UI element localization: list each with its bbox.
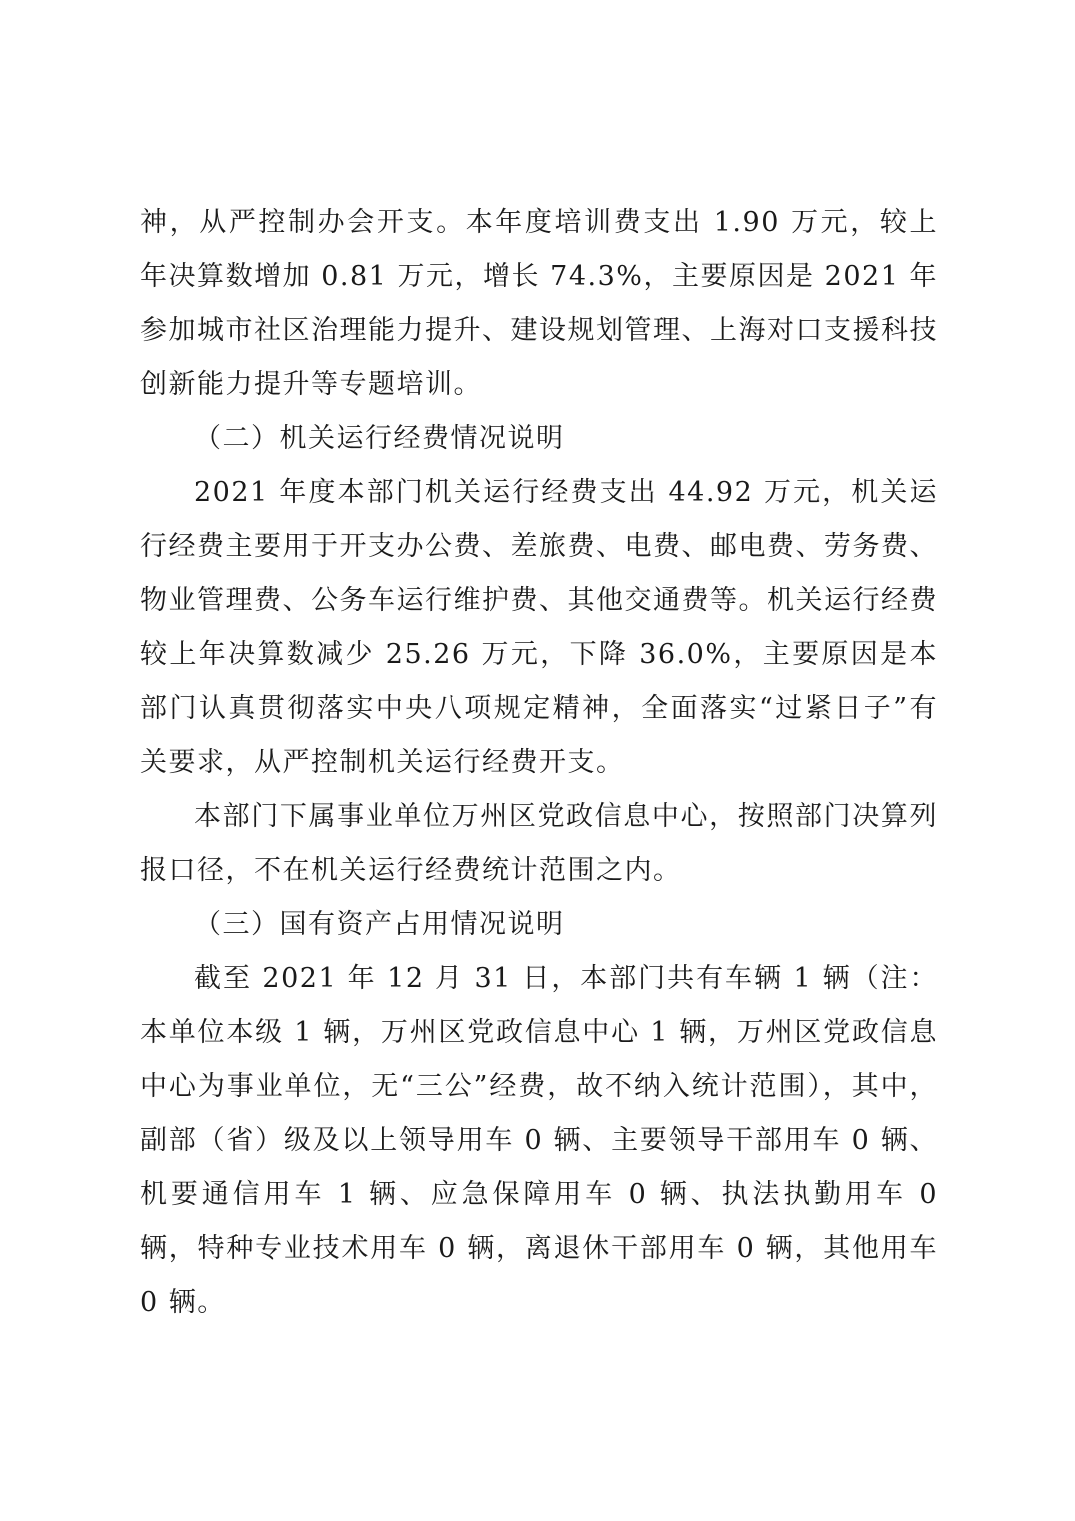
paragraph-operating-expenses: 2021 年度本部门机关运行经费支出 44.92 万元，机关运行经费主要用于开支办公费、差旅费、电费、邮电费、劳务费、物业管理费、公务车运行维护费、其他交通费等。机关运行经费较上年决算数减少 25.26 万元，下降 36.0%，主要原因是本部门认真贯彻落实中央八项规定精神，全面落实“过紧日子”有关要求，从严控制机关运行经费开支。 <box>140 477 938 778</box>
paragraph-vehicles: 截至 2021 年 12 月 31 日，本部门共有车辆 1 辆（注：本单位本级 1 辆，万州区党政信息中心 1 辆，万州区党政信息中心为事业单位，无“三公”经费，故不纳入统计范围），其中，副部（省）级及以上领导用车 0 辆、主要领导干部用车 0 辆、机要通信用车 1 辆、应急保障用车 0 辆、执法执勤用车 0 辆，特种专业技术用车 0 辆，离退休干部用车 0 辆，其他用车 0 辆。 <box>140 963 938 1318</box>
paragraph-affiliated-unit: 本部门下属事业单位万州区党政信息中心，按照部门决算列报口径，不在机关运行经费统计范围之内。 <box>140 801 938 886</box>
body-text <box>140 196 938 1330</box>
section-heading-operating-expenses: （二）机关运行经费情况说明 <box>194 423 565 454</box>
section-heading-state-assets: （三）国有资产占用情况说明 <box>194 909 565 940</box>
paragraph-training-fee: 神，从严控制办会开支。本年度培训费支出 1.90 万元，较上年决算数增加 0.81 万元，增长 74.3%，主要原因是 2021 年参加城市社区治理能力提升、建设规划管理、上海对口支援科技创新能力提升等专题培训。 <box>140 207 938 400</box>
